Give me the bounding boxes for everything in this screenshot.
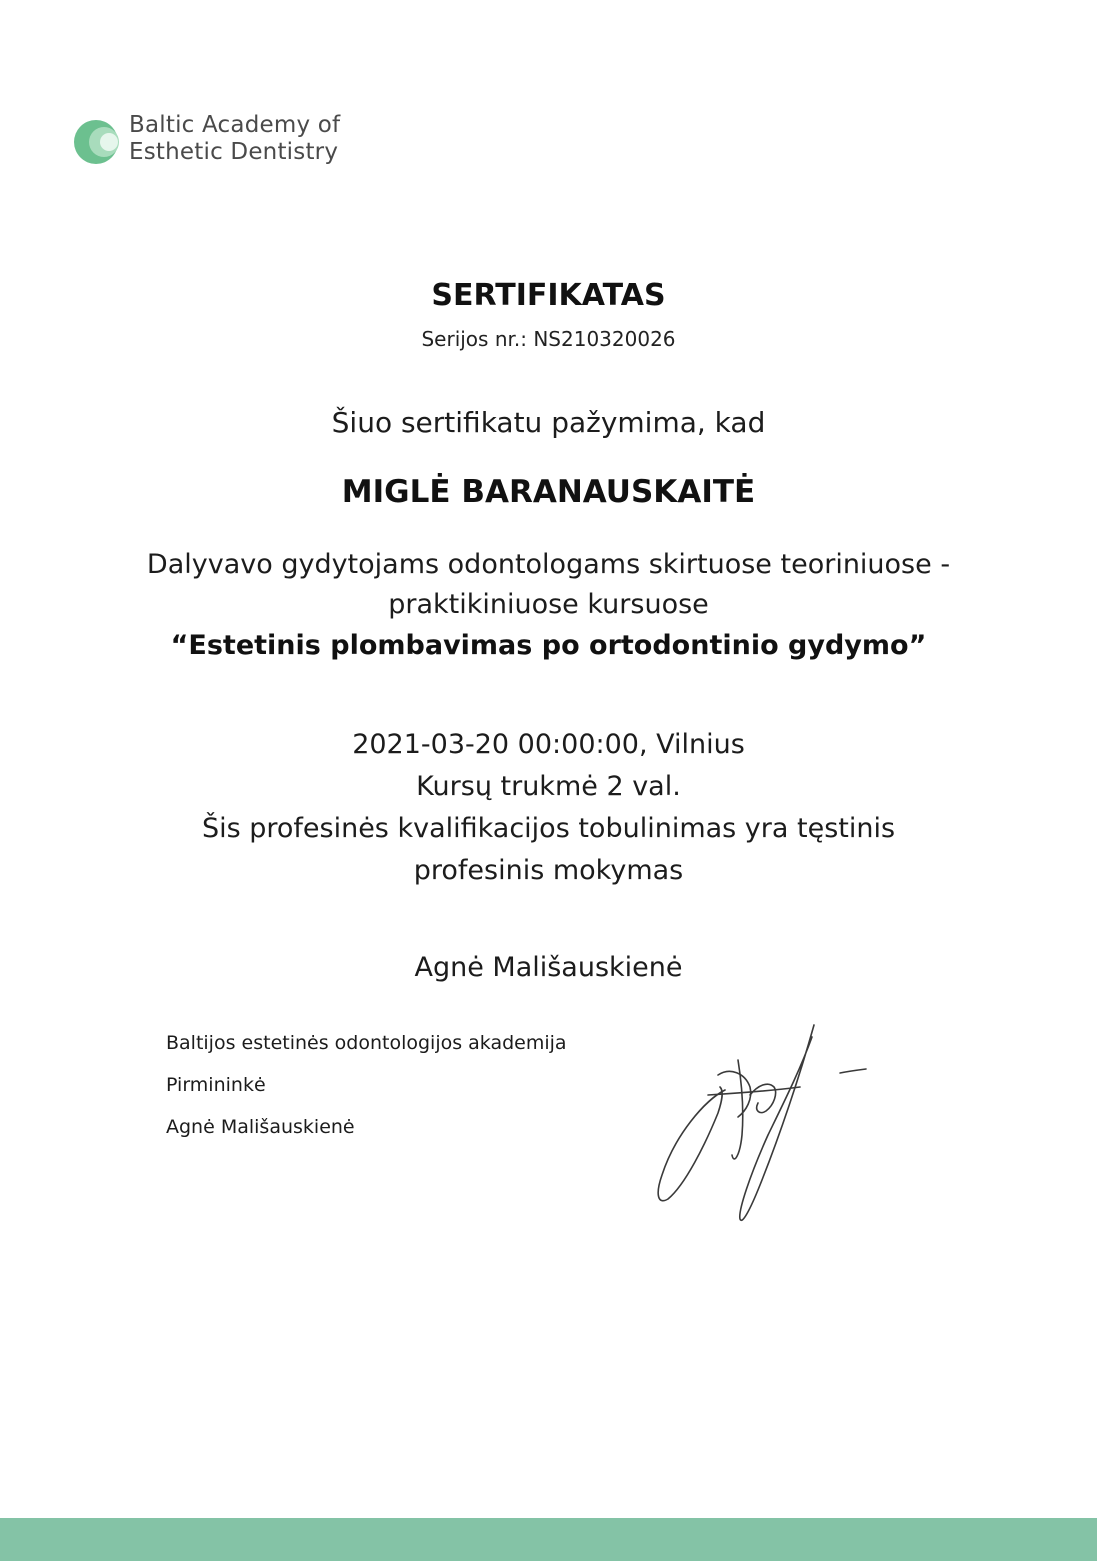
participation-line-2: praktikiniuose kursuose (388, 589, 709, 620)
footer-bar (0, 1518, 1097, 1561)
logo-text (129, 112, 340, 166)
certificate-title: SERTIFIKATAS (431, 278, 666, 313)
qualification-note-line-2: profesinis mokymas (413, 855, 684, 886)
date-place: 2021-03-20 00:00:00, Vilnius (352, 729, 745, 760)
course-title: “Estetinis plombavimas po ortodontinio gydymo” (170, 630, 927, 661)
academy-logo (74, 112, 374, 172)
serial-number: Serijos nr.: NS210320026 (421, 327, 676, 351)
course-details (0, 724, 1097, 892)
participation-line-1: Dalyvavo gydytojams odontologams skirtuose teoriniuose - (146, 549, 951, 580)
signer-name-small: Agnė Mališauskienė (166, 1116, 355, 1138)
certificate-intro: Šiuo sertifikatu pažymima, kad (331, 406, 766, 439)
recipient-name: MIGLĖ BARANAUSKAITĖ (341, 474, 756, 510)
handwritten-signature (650, 1015, 880, 1235)
course-duration: Kursų trukmė 2 val. (416, 771, 681, 802)
signer-name: Agnė Mališauskienė (414, 952, 683, 983)
participation-text (0, 545, 1097, 625)
organization-name: Baltijos estetinės odontologijos akademija (166, 1032, 567, 1054)
logo-line-1: Baltic Academy of (129, 112, 341, 138)
logo-line-2: Esthetic Dentistry (129, 139, 339, 165)
qualification-note-line-1: Šis profesinės kvalifikacijos tobulinimas yra tęstinis (201, 813, 896, 844)
logo-mark-icon (74, 118, 122, 166)
signature-block (166, 1022, 567, 1148)
signer-position: Pirmininkė (166, 1074, 266, 1096)
